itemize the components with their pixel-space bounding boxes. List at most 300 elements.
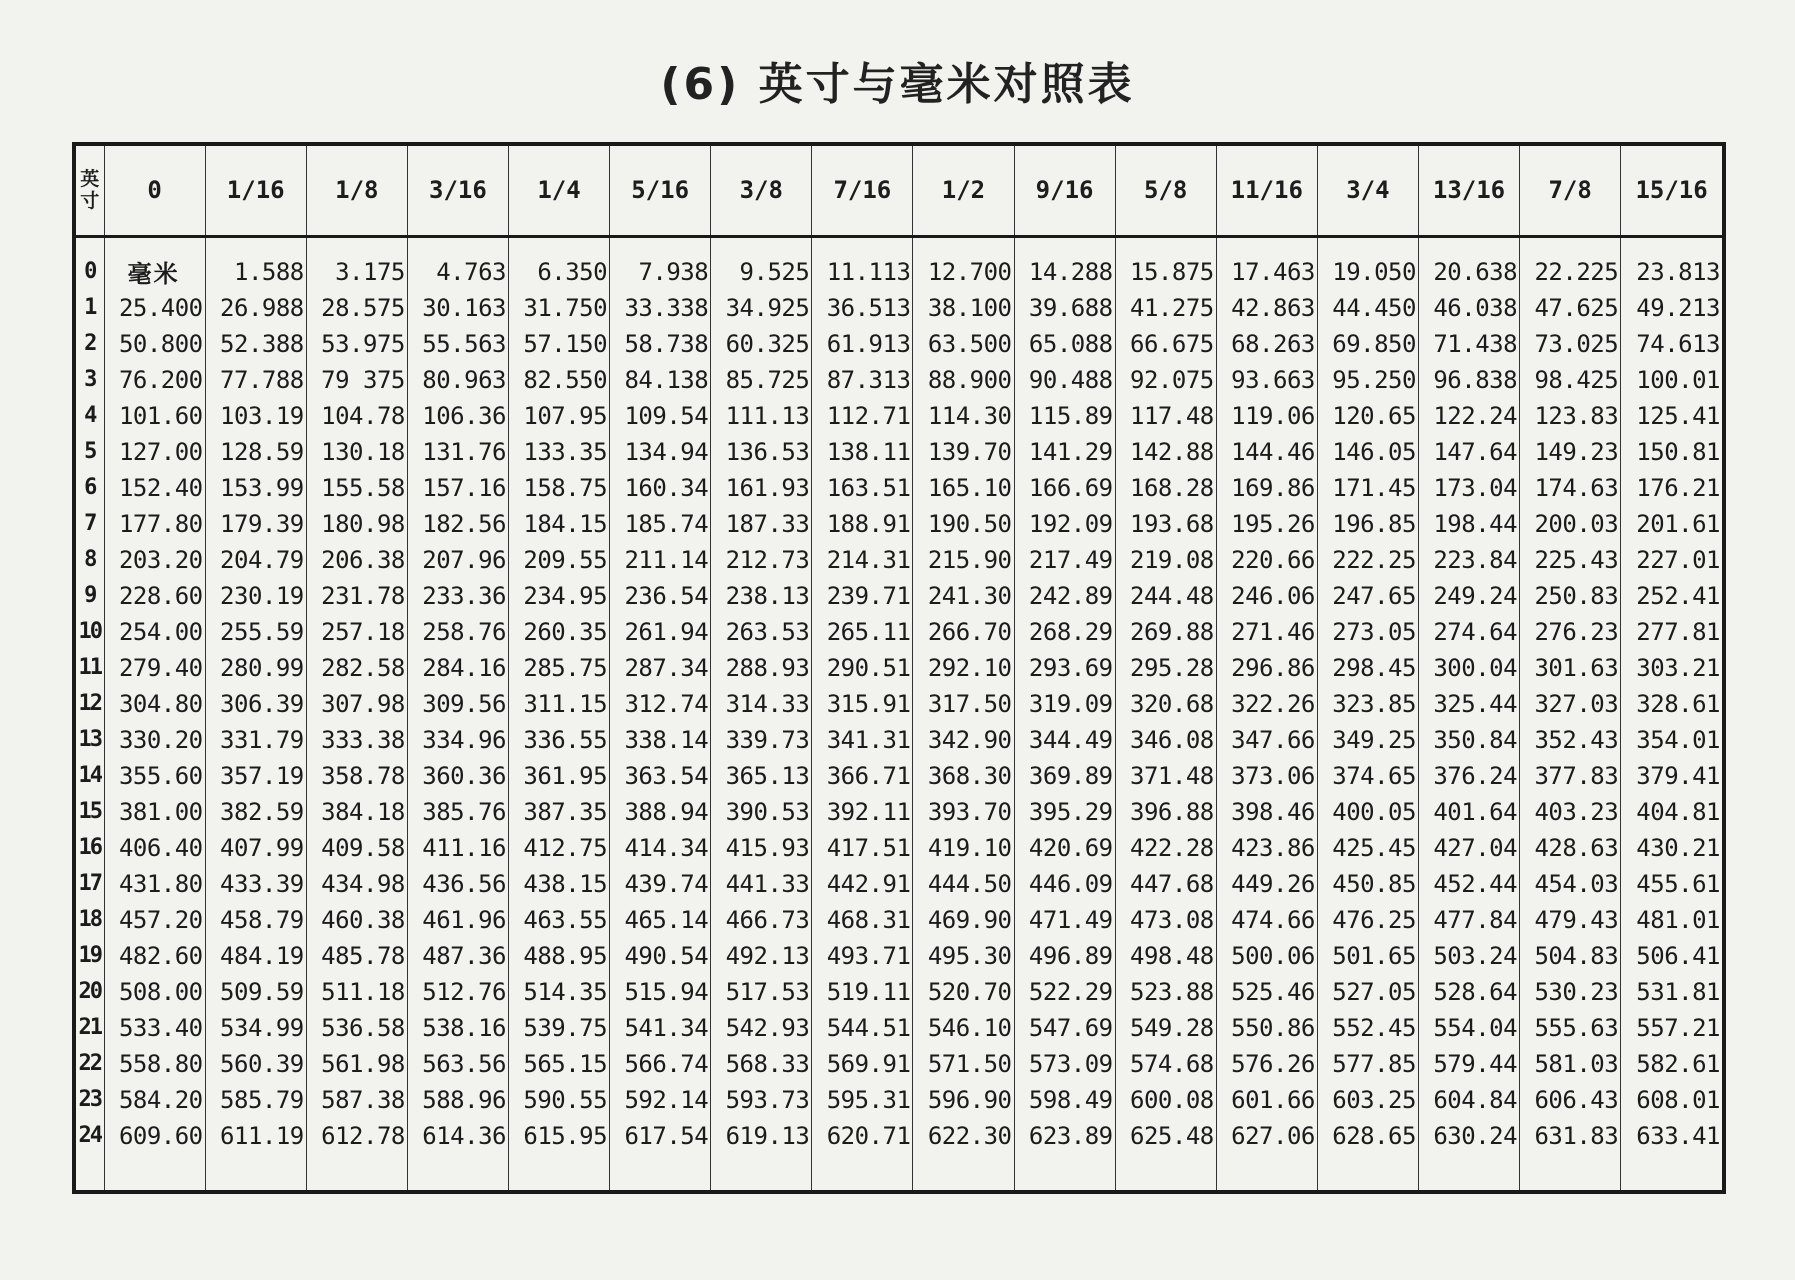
mm-value-cell: 493.71 (812, 938, 913, 974)
mm-value-cell: 220.66 (1216, 542, 1317, 578)
mm-value-cell: 33.338 (610, 290, 711, 326)
mm-value-cell: 366.71 (812, 758, 913, 794)
mm-value-cell: 588.96 (407, 1082, 508, 1118)
mm-value-cell: 374.65 (1317, 758, 1418, 794)
filler-cell (306, 1154, 407, 1191)
mm-value-cell: 525.46 (1216, 974, 1317, 1010)
mm-value-cell: 15.875 (1115, 254, 1216, 290)
mm-value-cell: 31.750 (508, 290, 609, 326)
mm-value-cell: 125.41 (1621, 398, 1722, 434)
mm-value-cell: 407.99 (205, 830, 306, 866)
mm-value-cell: 468.31 (812, 902, 913, 938)
mm-value-cell: 557.21 (1621, 1010, 1722, 1046)
mm-value-cell: 544.51 (812, 1010, 913, 1046)
mm-value-cell: 631.83 (1520, 1118, 1621, 1154)
mm-value-cell: 581.03 (1520, 1046, 1621, 1082)
filler-cell (1115, 1154, 1216, 1191)
table-row (76, 542, 1722, 578)
mm-value-cell: 227.01 (1621, 542, 1722, 578)
mm-value-cell: 376.24 (1418, 758, 1519, 794)
mm-value-cell: 123.83 (1520, 398, 1621, 434)
mm-value-cell: 617.54 (610, 1118, 711, 1154)
mm-value-cell: 182.56 (407, 506, 508, 542)
mm-value-cell: 601.66 (1216, 1082, 1317, 1118)
mm-value-cell: 152.40 (104, 470, 205, 506)
mm-value-cell: 609.60 (104, 1118, 205, 1154)
spacer-cell (610, 236, 711, 254)
mm-value-cell: 242.89 (1014, 578, 1115, 614)
mm-value-cell: 39.688 (1014, 290, 1115, 326)
mm-value-cell: 438.15 (508, 866, 609, 902)
filler-cell (76, 1154, 104, 1191)
row-header-inch: 4 (84, 403, 96, 428)
mm-value-cell: 52.388 (205, 326, 306, 362)
mm-value-cell: 180.98 (306, 506, 407, 542)
mm-value-cell: 134.94 (610, 434, 711, 470)
table-row (76, 866, 1722, 902)
mm-value-cell: 147.64 (1418, 434, 1519, 470)
table-row (76, 1010, 1722, 1046)
mm-value-cell: 74.613 (1621, 326, 1722, 362)
row-header-inch: 18 (78, 907, 102, 932)
mm-value-cell: 331.79 (205, 722, 306, 758)
mm-value-cell: 598.49 (1014, 1082, 1115, 1118)
mm-value-cell: 461.96 (407, 902, 508, 938)
mm-value-cell: 509.59 (205, 974, 306, 1010)
mm-value-cell: 427.04 (1418, 830, 1519, 866)
mm-value-cell: 65.088 (1014, 326, 1115, 362)
mm-value-cell: 128.59 (205, 434, 306, 470)
mm-value-cell: 309.56 (407, 686, 508, 722)
mm-value-cell: 441.33 (711, 866, 812, 902)
row-header-inch: 11 (78, 655, 102, 680)
mm-value-cell: 404.81 (1621, 794, 1722, 830)
mm-value-cell: 455.61 (1621, 866, 1722, 902)
mm-value-cell: 355.60 (104, 758, 205, 794)
mm-value-cell: 430.21 (1621, 830, 1722, 866)
mm-value-cell: 592.14 (610, 1082, 711, 1118)
mm-value-cell: 122.24 (1418, 398, 1519, 434)
mm-value-cell: 96.838 (1418, 362, 1519, 398)
row-header-inch: 22 (78, 1051, 102, 1076)
mm-value-cell: 115.89 (1014, 398, 1115, 434)
mm-value-cell: 12.700 (913, 254, 1014, 290)
mm-value-cell: 319.09 (1014, 686, 1115, 722)
mm-value-cell: 568.33 (711, 1046, 812, 1082)
mm-value-cell: 600.08 (1115, 1082, 1216, 1118)
mm-value-cell: 244.48 (1115, 578, 1216, 614)
mm-value-cell: 171.45 (1317, 470, 1418, 506)
table-row (76, 614, 1722, 650)
mm-value-cell: 342.90 (913, 722, 1014, 758)
mm-value-cell: 531.81 (1621, 974, 1722, 1010)
mm-value-cell: 47.625 (1520, 290, 1621, 326)
row-header-inch: 6 (84, 475, 96, 500)
mm-value-cell: 4.763 (407, 254, 508, 290)
spacer-cell (104, 236, 205, 254)
mm-value-cell: 111.13 (711, 398, 812, 434)
mm-value-cell: 450.85 (1317, 866, 1418, 902)
mm-value-cell: 350.84 (1418, 722, 1519, 758)
mm-value-cell: 34.925 (711, 290, 812, 326)
mm-value-cell: 566.74 (610, 1046, 711, 1082)
mm-value-cell: 225.43 (1520, 542, 1621, 578)
mm-value-cell: 131.76 (407, 434, 508, 470)
mm-value-cell: 57.150 (508, 326, 609, 362)
mm-value-cell: 482.60 (104, 938, 205, 974)
row-header-inch: 1 (84, 295, 96, 320)
mm-value-cell: 19.050 (1317, 254, 1418, 290)
mm-value-cell: 166.69 (1014, 470, 1115, 506)
mm-value-cell: 533.40 (104, 1010, 205, 1046)
mm-value-cell: 206.38 (306, 542, 407, 578)
mm-value-cell: 358.78 (306, 758, 407, 794)
mm-value-cell: 439.74 (610, 866, 711, 902)
spacer-cell (1520, 236, 1621, 254)
mm-value-cell: 304.80 (104, 686, 205, 722)
mm-value-cell: 512.76 (407, 974, 508, 1010)
column-header: 3/16 (407, 146, 508, 236)
mm-value-cell: 447.68 (1115, 866, 1216, 902)
mm-value-cell: 42.863 (1216, 290, 1317, 326)
row-header-inch: 20 (78, 979, 102, 1004)
filler-cell (1216, 1154, 1317, 1191)
mm-value-cell: 246.06 (1216, 578, 1317, 614)
row-header-inch: 14 (78, 763, 102, 788)
spacer-cell (1418, 236, 1519, 254)
row-header-inch: 19 (78, 943, 102, 968)
mm-value-cell: 584.20 (104, 1082, 205, 1118)
mm-value-cell: 630.24 (1418, 1118, 1519, 1154)
mm-value-cell: 107.95 (508, 398, 609, 434)
filler-cell (104, 1154, 205, 1191)
mm-value-cell: 604.84 (1418, 1082, 1519, 1118)
mm-value-cell: 550.86 (1216, 1010, 1317, 1046)
mm-value-cell: 176.21 (1621, 470, 1722, 506)
column-header: 7/8 (1520, 146, 1621, 236)
mm-value-cell: 279.40 (104, 650, 205, 686)
mm-value-cell: 223.84 (1418, 542, 1519, 578)
mm-value-cell: 150.81 (1621, 434, 1722, 470)
mm-value-cell: 371.48 (1115, 758, 1216, 794)
mm-value-cell: 420.69 (1014, 830, 1115, 866)
mm-value-cell: 339.73 (711, 722, 812, 758)
mm-value-cell: 392.11 (812, 794, 913, 830)
conversion-table-frame (72, 142, 1726, 1194)
mm-value-cell: 50.800 (104, 326, 205, 362)
filler-cell (205, 1154, 306, 1191)
mm-value-cell: 506.41 (1621, 938, 1722, 974)
mm-value-cell: 282.58 (306, 650, 407, 686)
mm-value-cell: 41.275 (1115, 290, 1216, 326)
mm-value-cell: 576.26 (1216, 1046, 1317, 1082)
table-row (76, 758, 1722, 794)
mm-value-cell: 612.78 (306, 1118, 407, 1154)
table-row (76, 794, 1722, 830)
mm-value-cell: 203.20 (104, 542, 205, 578)
mm-value-cell: 49.213 (1621, 290, 1722, 326)
mm-value-cell: 582.61 (1621, 1046, 1722, 1082)
spacer-cell (1216, 236, 1317, 254)
table-row (76, 830, 1722, 866)
mm-value-cell: 458.79 (205, 902, 306, 938)
mm-value-cell: 615.95 (508, 1118, 609, 1154)
mm-value-cell: 119.06 (1216, 398, 1317, 434)
header-row (76, 146, 1722, 236)
mm-value-cell: 608.01 (1621, 1082, 1722, 1118)
mm-value-cell: 198.44 (1418, 506, 1519, 542)
mm-value-cell: 187.33 (711, 506, 812, 542)
mm-value-cell: 536.58 (306, 1010, 407, 1046)
table-row (76, 1118, 1722, 1154)
mm-value-cell: 571.50 (913, 1046, 1014, 1082)
mm-value-cell: 328.61 (1621, 686, 1722, 722)
inch-mm-conversion-table (76, 146, 1722, 1190)
mm-value-cell: 285.75 (508, 650, 609, 686)
spacer-cell (1115, 236, 1216, 254)
table-row (76, 470, 1722, 506)
mm-value-cell: 109.54 (610, 398, 711, 434)
mm-value-cell: 474.66 (1216, 902, 1317, 938)
mm-value-cell: 230.19 (205, 578, 306, 614)
spacer-cell (76, 236, 104, 254)
table-body (76, 236, 1722, 1190)
mm-value-cell: 290.51 (812, 650, 913, 686)
mm-value-cell: 569.91 (812, 1046, 913, 1082)
mm-value-cell: 403.23 (1520, 794, 1621, 830)
mm-value-cell: 314.33 (711, 686, 812, 722)
filler-cell (407, 1154, 508, 1191)
row-header-inch: 21 (78, 1015, 102, 1040)
mm-value-cell: 409.58 (306, 830, 407, 866)
filler-cell (1621, 1154, 1722, 1191)
mm-value-cell: 500.06 (1216, 938, 1317, 974)
mm-value-cell: 415.93 (711, 830, 812, 866)
mm-value-cell: 492.13 (711, 938, 812, 974)
mm-value-cell: 104.78 (306, 398, 407, 434)
row-header-inch: 16 (78, 835, 102, 860)
mm-value-cell: 541.34 (610, 1010, 711, 1046)
mm-value-cell: 436.56 (407, 866, 508, 902)
mm-value-cell: 269.88 (1115, 614, 1216, 650)
mm-value-cell: 7.938 (610, 254, 711, 290)
mm-value-cell: 433.39 (205, 866, 306, 902)
mm-value-cell: 338.14 (610, 722, 711, 758)
mm-value-cell: 327.03 (1520, 686, 1621, 722)
mm-value-cell: 200.03 (1520, 506, 1621, 542)
mm-value-cell: 142.88 (1115, 434, 1216, 470)
mm-value-cell: 614.36 (407, 1118, 508, 1154)
row-header-inch: 23 (78, 1087, 102, 1112)
mm-value-cell: 63.500 (913, 326, 1014, 362)
table-row (76, 326, 1722, 362)
mm-value-cell: 222.25 (1317, 542, 1418, 578)
mm-value-cell: 444.50 (913, 866, 1014, 902)
mm-value-cell: 292.10 (913, 650, 1014, 686)
mm-value-cell: 266.70 (913, 614, 1014, 650)
mm-value-cell: 73.025 (1520, 326, 1621, 362)
mm-value-cell: 117.48 (1115, 398, 1216, 434)
mm-value-cell: 382.59 (205, 794, 306, 830)
mm-value-cell: 101.60 (104, 398, 205, 434)
mm-value-cell: 590.55 (508, 1082, 609, 1118)
mm-value-cell: 71.438 (1418, 326, 1519, 362)
mm-value-cell: 233.36 (407, 578, 508, 614)
spacer-cell (1317, 236, 1418, 254)
mm-value-cell: 554.04 (1418, 1010, 1519, 1046)
mm-value-cell: 77.788 (205, 362, 306, 398)
mm-value-cell: 347.66 (1216, 722, 1317, 758)
mm-value-cell: 14.288 (1014, 254, 1115, 290)
mm-value-cell: 196.85 (1317, 506, 1418, 542)
mm-value-cell: 346.08 (1115, 722, 1216, 758)
mm-value-cell: 465.14 (610, 902, 711, 938)
mm-value-cell: 390.53 (711, 794, 812, 830)
mm-value-cell: 422.28 (1115, 830, 1216, 866)
mm-value-cell: 249.24 (1418, 578, 1519, 614)
mm-value-cell: 155.58 (306, 470, 407, 506)
spacer-cell (812, 236, 913, 254)
mm-value-cell: 284.16 (407, 650, 508, 686)
mm-value-cell: 211.14 (610, 542, 711, 578)
mm-value-cell: 547.69 (1014, 1010, 1115, 1046)
mm-value-cell: 611.19 (205, 1118, 306, 1154)
mm-value-cell: 625.48 (1115, 1118, 1216, 1154)
table-row (76, 1046, 1722, 1082)
mm-value-cell: 136.53 (711, 434, 812, 470)
spacer-cell (205, 236, 306, 254)
mm-value-cell: 368.30 (913, 758, 1014, 794)
mm-value-cell: 501.65 (1317, 938, 1418, 974)
mm-value-cell: 623.89 (1014, 1118, 1115, 1154)
mm-value-cell: 92.075 (1115, 362, 1216, 398)
mm-value-cell: 9.525 (711, 254, 812, 290)
mm-value-cell: 55.563 (407, 326, 508, 362)
row-header-inch: 5 (84, 439, 96, 464)
mm-value-cell: 161.93 (711, 470, 812, 506)
mm-value-cell: 11.113 (812, 254, 913, 290)
column-header: 1/2 (913, 146, 1014, 236)
mm-value-cell: 273.05 (1317, 614, 1418, 650)
table-row (76, 974, 1722, 1010)
mm-value-cell: 411.16 (407, 830, 508, 866)
mm-value-cell: 385.76 (407, 794, 508, 830)
mm-value-cell: 1.588 (205, 254, 306, 290)
mm-value-cell: 103.19 (205, 398, 306, 434)
mm-value-cell: 3.175 (306, 254, 407, 290)
mm-value-cell: 87.313 (812, 362, 913, 398)
mm-value-cell: 387.35 (508, 794, 609, 830)
filler-cell (1317, 1154, 1418, 1191)
mm-value-cell: 477.84 (1418, 902, 1519, 938)
mm-value-cell: 419.10 (913, 830, 1014, 866)
mm-value-cell: 215.90 (913, 542, 1014, 578)
filler-cell (812, 1154, 913, 1191)
mm-value-cell: 217.49 (1014, 542, 1115, 578)
mm-value-cell: 238.13 (711, 578, 812, 614)
mm-value-cell: 336.55 (508, 722, 609, 758)
mm-value-cell: 204.79 (205, 542, 306, 578)
mm-value-cell: 144.46 (1216, 434, 1317, 470)
mm-value-cell: 476.25 (1317, 902, 1418, 938)
mm-value-cell: 379.41 (1621, 758, 1722, 794)
corner-label-inch: 英 寸 (76, 146, 104, 236)
filler-cell (508, 1154, 609, 1191)
mm-value-cell: 400.05 (1317, 794, 1418, 830)
mm-value-cell: 188.91 (812, 506, 913, 542)
mm-value-cell: 423.86 (1216, 830, 1317, 866)
mm-value-cell: 76.200 (104, 362, 205, 398)
filler-cell (1014, 1154, 1115, 1191)
mm-value-cell: 495.30 (913, 938, 1014, 974)
mm-value-cell: 219.08 (1115, 542, 1216, 578)
column-header: 7/16 (812, 146, 913, 236)
row-header-inch: 17 (78, 871, 102, 896)
mm-value-cell: 377.83 (1520, 758, 1621, 794)
mm-value-cell: 300.04 (1418, 650, 1519, 686)
mm-value-cell: 579.44 (1418, 1046, 1519, 1082)
mm-value-cell: 106.36 (407, 398, 508, 434)
filler-cell (913, 1154, 1014, 1191)
mm-value-cell: 546.10 (913, 1010, 1014, 1046)
mm-value-cell: 133.35 (508, 434, 609, 470)
mm-value-cell: 212.73 (711, 542, 812, 578)
mm-value-cell: 127.00 (104, 434, 205, 470)
mm-value-cell: 185.74 (610, 506, 711, 542)
mm-value-cell: 257.18 (306, 614, 407, 650)
mm-value-cell: 68.263 (1216, 326, 1317, 362)
mm-value-cell: 298.45 (1317, 650, 1418, 686)
row-header-inch: 8 (84, 547, 96, 572)
mm-value-cell: 22.225 (1520, 254, 1621, 290)
mm-value-cell: 303.21 (1621, 650, 1722, 686)
row-header-inch: 9 (84, 583, 96, 608)
table-row (76, 938, 1722, 974)
mm-value-cell: 587.38 (306, 1082, 407, 1118)
mm-value-cell: 254.00 (104, 614, 205, 650)
mm-value-cell: 463.55 (508, 902, 609, 938)
mm-value-cell: 487.36 (407, 938, 508, 974)
mm-value-cell: 320.68 (1115, 686, 1216, 722)
row-header-inch: 7 (84, 511, 96, 536)
mm-value-cell: 277.81 (1621, 614, 1722, 650)
table-row (76, 290, 1722, 326)
mm-value-cell: 317.50 (913, 686, 1014, 722)
mm-value-cell: 401.64 (1418, 794, 1519, 830)
mm-value-cell: 36.513 (812, 290, 913, 326)
mm-value-cell: 28.575 (306, 290, 407, 326)
mm-value-cell: 30.163 (407, 290, 508, 326)
mm-value-cell: 504.83 (1520, 938, 1621, 974)
mm-value-cell: 398.46 (1216, 794, 1317, 830)
mm-value-cell: 628.65 (1317, 1118, 1418, 1154)
mm-value-cell: 485.78 (306, 938, 407, 974)
spacer-cell (306, 236, 407, 254)
mm-value-cell: 542.93 (711, 1010, 812, 1046)
mm-value-cell: 26.988 (205, 290, 306, 326)
mm-value-cell: 425.45 (1317, 830, 1418, 866)
mm-value-cell: 479.43 (1520, 902, 1621, 938)
mm-value-cell: 69.850 (1317, 326, 1418, 362)
column-header: 0 (104, 146, 205, 236)
mm-value-cell: 417.51 (812, 830, 913, 866)
mm-value-cell: 241.30 (913, 578, 1014, 614)
column-header: 3/8 (711, 146, 812, 236)
mm-value-cell: 393.70 (913, 794, 1014, 830)
filler-cell (1418, 1154, 1519, 1191)
spacer-cell (711, 236, 812, 254)
mm-value-cell: 490.54 (610, 938, 711, 974)
